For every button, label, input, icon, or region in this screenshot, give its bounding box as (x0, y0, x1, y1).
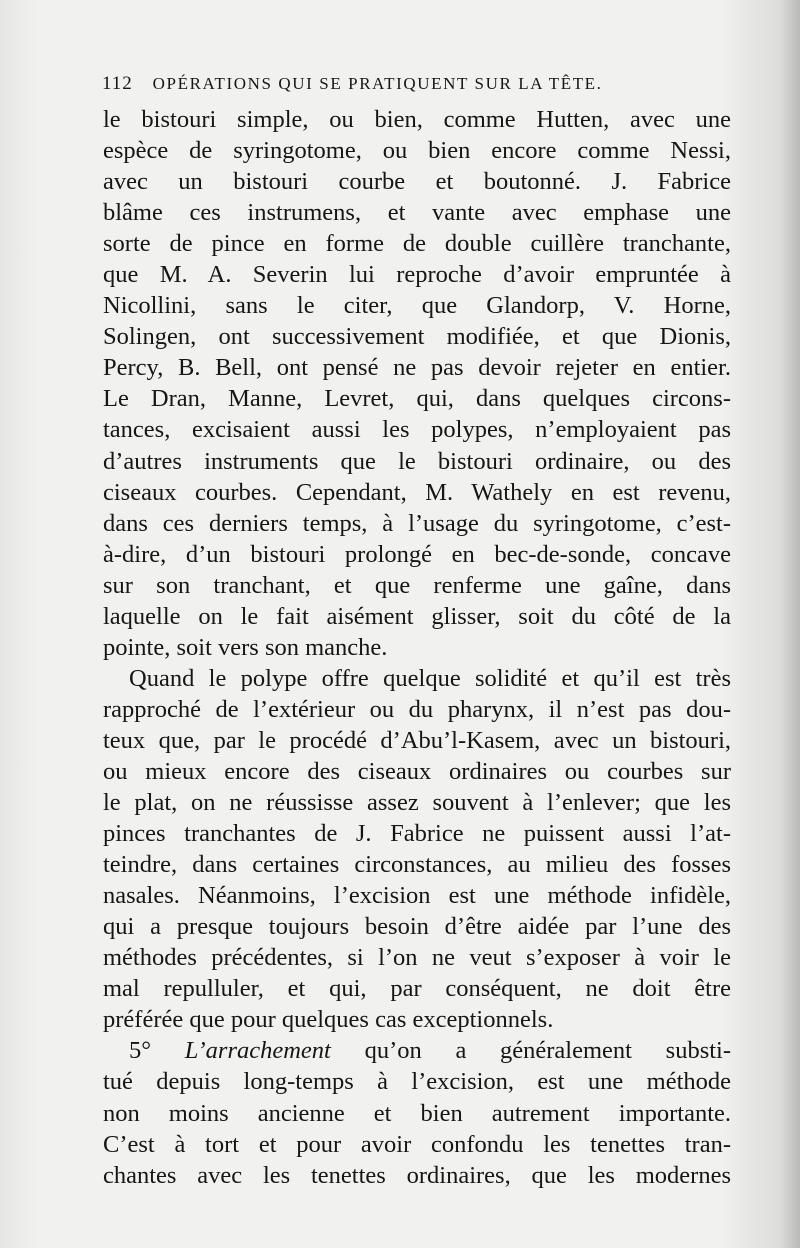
text-line: que M. A. Severin lui reproche d’avoir empruntée à (103, 261, 731, 289)
text-line: teux que, par le procédé d’Abu’l-Kasem, avec un bistouri, (103, 726, 731, 754)
text-line: blâme ces instrumens, et vante avec emphase une (103, 199, 731, 227)
body-text (103, 104, 731, 1191)
paragraph-number: 5° (129, 1037, 152, 1065)
text-line: Percy, B. Bell, ont pensé ne pas devoir rejeter en entier. (103, 354, 731, 382)
text-line: qui a presque toujours besoin d’être aidée par l’une des (103, 913, 731, 941)
text-line: rapproché de l’extérieur ou du pharynx, il n’est pas dou- (103, 695, 731, 723)
text-line: Quand le polype offre quelque solidité et qu’il est très (129, 664, 731, 692)
text-line: avec un bistouri courbe et boutonné. J. Fabrice (103, 168, 731, 196)
text-line: d’autres instruments que le bistouri ordinaire, ou des (103, 447, 731, 475)
text-line: C’est à tort et pour avoir confondu les tenettes tran- (103, 1130, 731, 1158)
text-line: ciseaux courbes. Cependant, M. Wathely en est revenu, (103, 478, 731, 506)
text-line: à-dire, d’un bistouri prolongé en bec-de-sonde, concave (103, 540, 731, 568)
text-line: dans ces derniers temps, à l’usage du syringotome, c’est- (103, 509, 731, 537)
text-line: sur son tranchant, et que renferme une gaîne, dans (103, 571, 731, 599)
text-line: le bistouri simple, ou bien, comme Hutten, avec une (103, 106, 731, 133)
text-line: pointe, soit vers son manche. (103, 633, 388, 661)
running-header (102, 73, 682, 103)
text-line: chantes avec les tenettes ordinaires, que les modernes (103, 1161, 731, 1189)
text-line: ou mieux encore des ciseaux ordinaires ou courbes sur (103, 757, 731, 785)
section-term: L’arrachement (184, 1037, 331, 1065)
running-title: OPÉRATIONS QUI SE PRATIQUENT SUR LA TÊTE. (152, 74, 603, 93)
text-line: méthodes précédentes, si l’on ne veut s’exposer à voir le (103, 944, 731, 972)
text-line: Nicollini, sans le citer, que Glandorp, V. Horne, (103, 292, 731, 320)
text-line: Le Dran, Manne, Levret, qui, dans quelques circons- (103, 385, 731, 413)
text-fragment: qu’on a généralement substi- (364, 1037, 732, 1065)
text-line: laquelle on le fait aisément glisser, soit du côté de la (103, 602, 731, 630)
page-number: 112 (102, 73, 133, 94)
text-line (103, 1035, 731, 1066)
text-line: préférée que pour quelques cas exceptionnels. (103, 1006, 554, 1034)
text-line: le plat, on ne réussisse assez souvent à l’enlever; que les (103, 789, 731, 817)
text-line: tances, excisaient aussi les polypes, n’employaient pas (103, 416, 731, 444)
text-line: teindre, dans certaines circonstances, au milieu des fosses (103, 851, 731, 879)
text-line: tué depuis long-temps à l’excision, est une méthode (103, 1068, 731, 1096)
text-line: nasales. Néanmoins, l’excision est une méthode infidèle, (103, 882, 731, 910)
text-line: sorte de pince en forme de double cuillère tranchante, (103, 230, 731, 258)
text-line: Solingen, ont successivement modifiée, et que Dionis, (103, 323, 731, 351)
text-line: mal repulluler, et qui, par conséquent, ne doit être (103, 975, 731, 1003)
text-line: non moins ancienne et bien autrement importante. (103, 1099, 731, 1127)
text-line: espèce de syringotome, ou bien encore comme Nessi, (103, 137, 731, 165)
text-line: pinces tranchantes de J. Fabrice ne puissent aussi l’at- (103, 820, 731, 848)
